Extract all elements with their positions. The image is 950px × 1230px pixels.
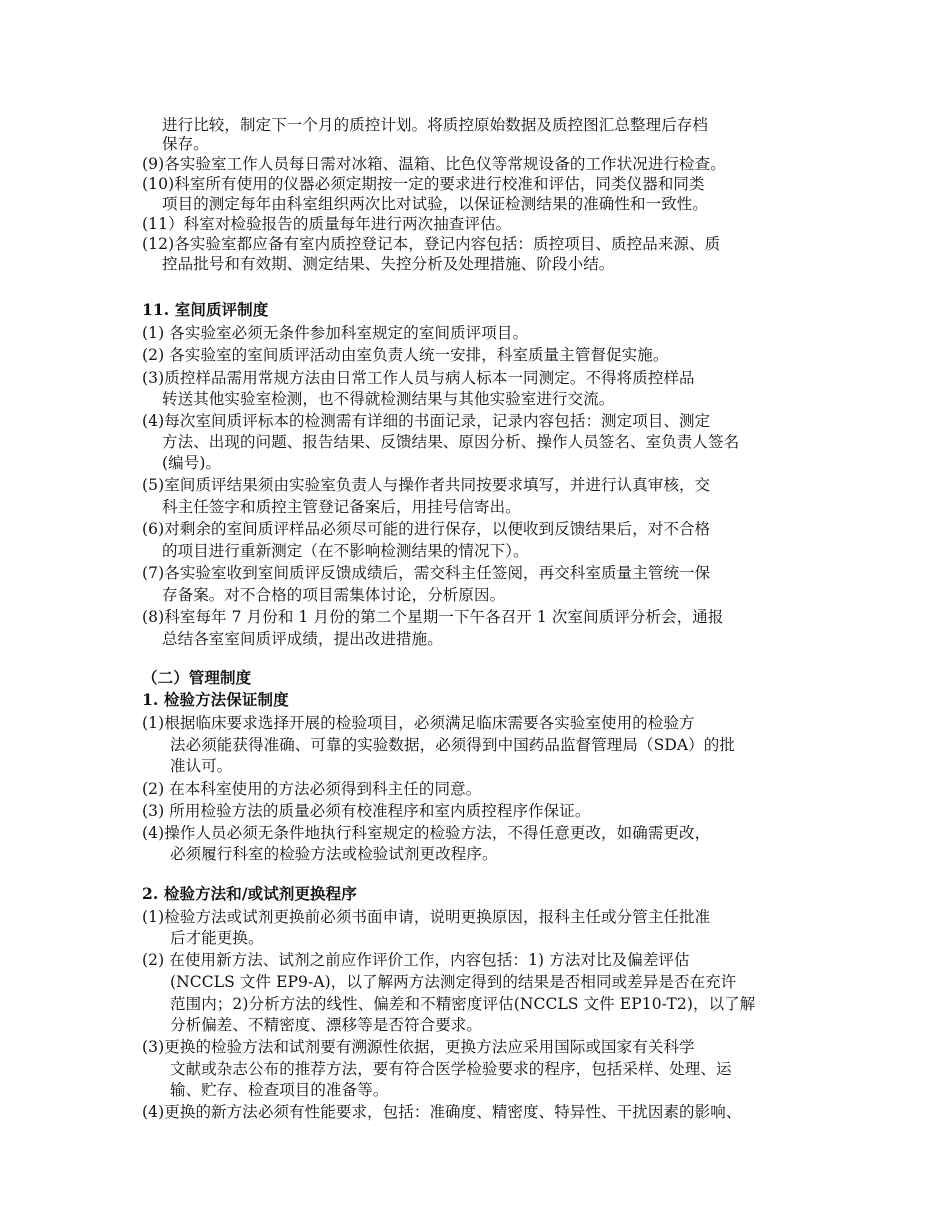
mgmt-item2: (2) 在本科室使用的方法必须得到科主任的同意。 [142,780,482,798]
qc-item12-line2: 控品批号和有效期、测定结果、失控分析及处理措施、阶段小结。 [162,255,615,273]
eqa-item1: (1) 各实验室必须无条件参加科室规定的室间质评项目。 [142,324,529,342]
eqa-item7-line1: (7)各实验室收到室间质评反馈成绩后，需交科主任签阅，再交科室质量主管统一保 [142,564,711,582]
eqa-item6-line2: 的项目进行重新测定（在不影响检测结果的情况下）。 [162,542,529,560]
repl-item2-line3: 范围内；2)分析方法的线性、偏差和不精密度评估(NCCLS 文件 EP10-T2)，以了解 [170,995,756,1013]
repl-item2-line1: (2) 在使用新方法、试剂之前应作评价工作，内容包括：1) 方法对比及偏差评估 [142,951,690,969]
repl-item3-line3: 输、贮存、检查项目的准备等。 [170,1081,389,1099]
qc-item8-tail-line2: 保存。 [162,135,209,153]
repl-item4-line1: (4)更换的新方法必须有性能要求，包括：准确度、精密度、特异性、干扰因素的影响、 [142,1103,742,1121]
eqa-item3-line2: 转送其他实验室检测，也不得就检测结果与其他实验室进行交流。 [162,390,615,408]
eqa-item6-line1: (6)对剩余的室间质评样品必须尽可能的进行保存，以便收到反馈结果后，对不合格 [142,520,711,538]
eqa-item5-line1: (5)室间质评结果须由实验室负责人与操作者共同按要求填写，并进行认真审核，交 [142,476,711,494]
replacement-heading: 2. 检验方法和/或试剂更换程序 [142,884,357,903]
eqa-item2: (2) 各实验室的室间质评活动由室负责人统一安排，科室质量主管督促实施。 [142,346,669,364]
qc-item9: (9)各实验室工作人员每日需对冰箱、温箱、比色仪等常规设备的工作状况进行检查。 [142,155,726,173]
eqa-item8-line2: 总结各室室间质评成绩，提出改进措施。 [162,630,443,648]
repl-item3-line2: 文献或杂志公布的推荐方法，要有符合医学检验要求的程序，包括采样、处理、运 [170,1060,732,1078]
repl-item3-line1: (3)更换的检验方法和试剂要有溯源性依据，更换方法应采用国际或国家有关科学 [142,1038,695,1056]
repl-item2-line4: 分析偏差、不精密度、漂移等是否符合要求。 [170,1016,483,1034]
eqa-item3-line1: (3)质控样品需用常规方法由日常工作人员与病人标本一同测定。不得将质控样品 [142,369,695,387]
eqa-item4-line3: (编号)。 [162,454,222,472]
eqa-heading: 11. 室间质评制度 [142,300,269,319]
method-guarantee-heading: 1. 检验方法保证制度 [142,690,289,709]
qc-item10-line2: 项目的测定每年由科室组织两次比对试验，以保证检测结果的准确性和一致性。 [162,195,709,213]
repl-item2-line2: (NCCLS 文件 EP9-A)，以了解两方法测定得到的结果是否相同或差异是否在充许 [170,973,737,991]
mgmt-item1-line1: (1)根据临床要求选择开展的检验项目，必须满足临床需要各实验室使用的检验方 [142,714,695,732]
eqa-item4-line1: (4)每次室间质评标本的检测需有详细的书面记录，记录内容包括：测定项目、测定 [142,412,711,430]
repl-item1-line2: 后才能更换。 [170,929,264,947]
mgmt-item1-line3: 准认可。 [170,757,233,775]
mgmt-item4-line1: (4)操作人员必须无条件地执行科室规定的检验方法，不得任意更改，如确需更改， [142,824,711,842]
qc-item8-tail-line1: 进行比较，制定下一个月的质控计划。将质控原始数据及质控图汇总整理后存档 [162,116,709,134]
management-heading: （二）管理制度 [142,668,252,687]
mgmt-item1-line2: 法必须能获得准确、可靠的实验数据，必须得到中国药品监督管理局（SDA）的批 [170,736,735,754]
eqa-item4-line2: 方法、出现的问题、报告结果、反馈结果、原因分析、操作人员签名、室负责人签名 [162,433,740,451]
qc-item10-line1: (10)科室所有使用的仪器必须定期按一定的要求进行校准和评估，同类仪器和同类 [142,175,705,193]
eqa-item7-line2: 存备案。对不合格的项目需集体讨论，分析原因。 [162,586,506,604]
repl-item1-line1: (1)检验方法或试剂更换前必须书面申请，说明更换原因，报科主任或分管主任批准 [142,908,711,926]
eqa-item5-line2: 科主任签字和质控主管登记备案后，用挂号信寄出。 [162,498,521,516]
mgmt-item4-line2: 必须履行科室的检验方法或检验试剂更改程序。 [170,845,498,863]
eqa-item8-line1: (8)科室每年 7 月份和 1 月份的第二个星期一下午各召开 1 次室间质评分析会，通报 [142,608,724,626]
qc-item11: (11）科室对检验报告的质量每年进行两次抽查评估。 [142,215,512,233]
mgmt-item3: (3) 所用检验方法的质量必须有校准程序和室内质控程序作保证。 [142,802,591,820]
qc-item12-line1: (12)各实验室都应备有室内质控登记本，登记内容包括：质控项目、质控品来源、质 [142,235,721,253]
